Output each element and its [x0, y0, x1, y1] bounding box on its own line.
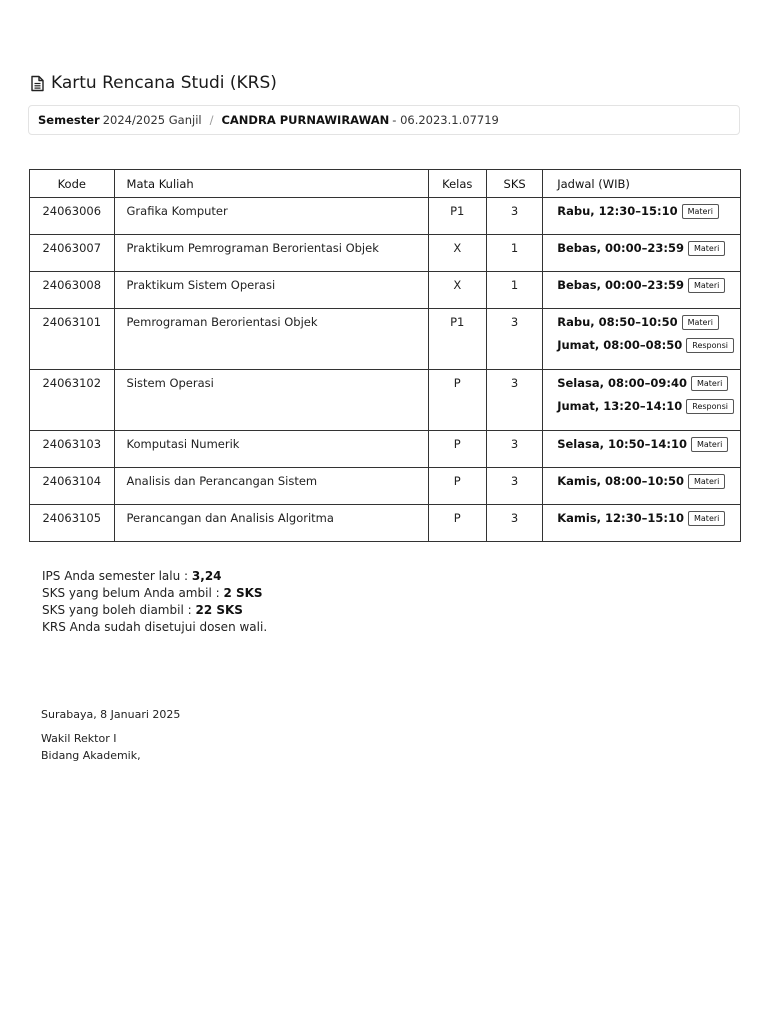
table-row	[30, 235, 741, 272]
cell-kelas: P	[428, 431, 486, 468]
cell-kode: 24063105	[30, 505, 115, 542]
header-jadwal: Jadwal (WIB)	[543, 170, 741, 198]
signature-position-line1: Wakil Rektor I	[41, 732, 117, 745]
cell-mata-kuliah: Perancangan dan Analisis Algoritma	[114, 505, 428, 542]
schedule-time: Jumat, 08:00–08:50	[557, 338, 683, 352]
page-title-text: Kartu Rencana Studi (KRS)	[51, 73, 277, 93]
breadcrumb-separator: /	[209, 113, 214, 127]
cell-kode: 24063104	[30, 468, 115, 505]
cell-jadwal	[543, 272, 741, 309]
table-row	[30, 431, 741, 468]
cell-sks: 3	[486, 505, 542, 542]
header-kelas: Kelas	[428, 170, 486, 198]
schedule-time: Bebas, 00:00–23:59	[557, 241, 684, 255]
cell-mata-kuliah: Grafika Komputer	[114, 198, 428, 235]
schedule-time: Kamis, 12:30–15:10	[557, 511, 684, 525]
student-id: - 06.2023.1.07719	[392, 113, 499, 127]
cell-mata-kuliah: Pemrograman Berorientasi Objek	[114, 309, 428, 370]
cell-kode: 24063103	[30, 431, 115, 468]
cell-jadwal	[543, 431, 741, 468]
materi-button[interactable]: Materi	[691, 437, 728, 452]
schedule-slot	[557, 335, 734, 355]
table-row	[30, 272, 741, 309]
cell-kode: 24063101	[30, 309, 115, 370]
page-title	[30, 73, 277, 93]
materi-button[interactable]: Materi	[691, 376, 728, 391]
table-row	[30, 198, 741, 235]
cell-jadwal	[543, 370, 741, 431]
signature-position-line2: Bidang Akademik,	[41, 749, 141, 762]
cell-jadwal	[543, 505, 741, 542]
materi-button[interactable]: Materi	[688, 241, 725, 256]
cell-kode: 24063102	[30, 370, 115, 431]
cell-kode: 24063008	[30, 272, 115, 309]
cell-sks: 3	[486, 309, 542, 370]
student-name: CANDRA PURNAWIRAWAN	[221, 113, 390, 127]
sks-boleh-label: SKS yang boleh diambil :	[42, 603, 196, 617]
materi-button[interactable]: Materi	[682, 315, 719, 330]
semester-label: Semester	[38, 113, 100, 127]
cell-kelas: P1	[428, 309, 486, 370]
table-row	[30, 505, 741, 542]
cell-jadwal	[543, 309, 741, 370]
cell-sks: 3	[486, 198, 542, 235]
sks-boleh-line	[42, 602, 267, 619]
header-sks: SKS	[486, 170, 542, 198]
cell-kelas: P	[428, 468, 486, 505]
sks-belum-line	[42, 585, 267, 602]
materi-button[interactable]: Materi	[688, 474, 725, 489]
header-mata-kuliah: Mata Kuliah	[114, 170, 428, 198]
cell-jadwal	[543, 235, 741, 272]
ips-value: 3,24	[191, 569, 222, 583]
schedule-time: Kamis, 08:00–10:50	[557, 474, 684, 488]
approval-status: KRS Anda sudah disetujui dosen wali.	[42, 620, 268, 634]
table-header-row	[30, 170, 741, 198]
cell-kode: 24063007	[30, 235, 115, 272]
cell-mata-kuliah: Praktikum Sistem Operasi	[114, 272, 428, 309]
cell-kelas: X	[428, 235, 486, 272]
schedule-slot	[557, 373, 734, 393]
semester-value: 2024/2025 Ganjil	[102, 113, 202, 127]
schedule-slot	[557, 434, 734, 454]
schedule-time: Jumat, 13:20–14:10	[557, 399, 683, 413]
cell-mata-kuliah: Sistem Operasi	[114, 370, 428, 431]
cell-mata-kuliah: Praktikum Pemrograman Berorientasi Objek	[114, 235, 428, 272]
schedule-time: Bebas, 00:00–23:59	[557, 278, 684, 292]
cell-sks: 3	[486, 431, 542, 468]
header-kode: Kode	[30, 170, 115, 198]
schedule-slot	[557, 471, 734, 491]
table-row	[30, 370, 741, 431]
sks-belum-value: 2 SKS	[223, 586, 263, 600]
cell-jadwal	[543, 198, 741, 235]
schedule-time: Selasa, 10:50–14:10	[557, 437, 687, 451]
sks-belum-label: SKS yang belum Anda ambil :	[42, 586, 224, 600]
schedule-slot	[557, 396, 734, 416]
signature-place-date: Surabaya, 8 Januari 2025	[41, 708, 181, 721]
cell-kelas: P	[428, 370, 486, 431]
schedule-slot	[557, 508, 734, 528]
cell-kelas: P1	[428, 198, 486, 235]
cell-sks: 3	[486, 370, 542, 431]
table-row	[30, 309, 741, 370]
file-text-icon	[30, 75, 45, 92]
krs-table	[29, 169, 741, 542]
materi-button[interactable]: Materi	[688, 278, 725, 293]
cell-kode: 24063006	[30, 198, 115, 235]
responsi-button[interactable]: Responsi	[686, 338, 734, 353]
schedule-slot	[557, 312, 734, 332]
responsi-button[interactable]: Responsi	[686, 399, 734, 414]
cell-kelas: P	[428, 505, 486, 542]
breadcrumb	[28, 105, 740, 135]
cell-jadwal	[543, 468, 741, 505]
ips-label: IPS Anda semester lalu :	[42, 569, 192, 583]
materi-button[interactable]: Materi	[682, 204, 719, 219]
materi-button[interactable]: Materi	[688, 511, 725, 526]
schedule-time: Selasa, 08:00–09:40	[557, 376, 687, 390]
schedule-slot	[557, 201, 734, 221]
cell-mata-kuliah: Komputasi Numerik	[114, 431, 428, 468]
cell-sks: 1	[486, 272, 542, 309]
ips-line	[42, 568, 267, 585]
cell-kelas: X	[428, 272, 486, 309]
krs-summary	[42, 568, 267, 636]
cell-mata-kuliah: Analisis dan Perancangan Sistem	[114, 468, 428, 505]
table-row	[30, 468, 741, 505]
cell-sks: 1	[486, 235, 542, 272]
cell-sks: 3	[486, 468, 542, 505]
schedule-time: Rabu, 12:30–15:10	[557, 204, 678, 218]
schedule-slot	[557, 238, 734, 258]
schedule-time: Rabu, 08:50–10:50	[557, 315, 678, 329]
sks-boleh-value: 22 SKS	[195, 603, 243, 617]
schedule-slot	[557, 275, 734, 295]
